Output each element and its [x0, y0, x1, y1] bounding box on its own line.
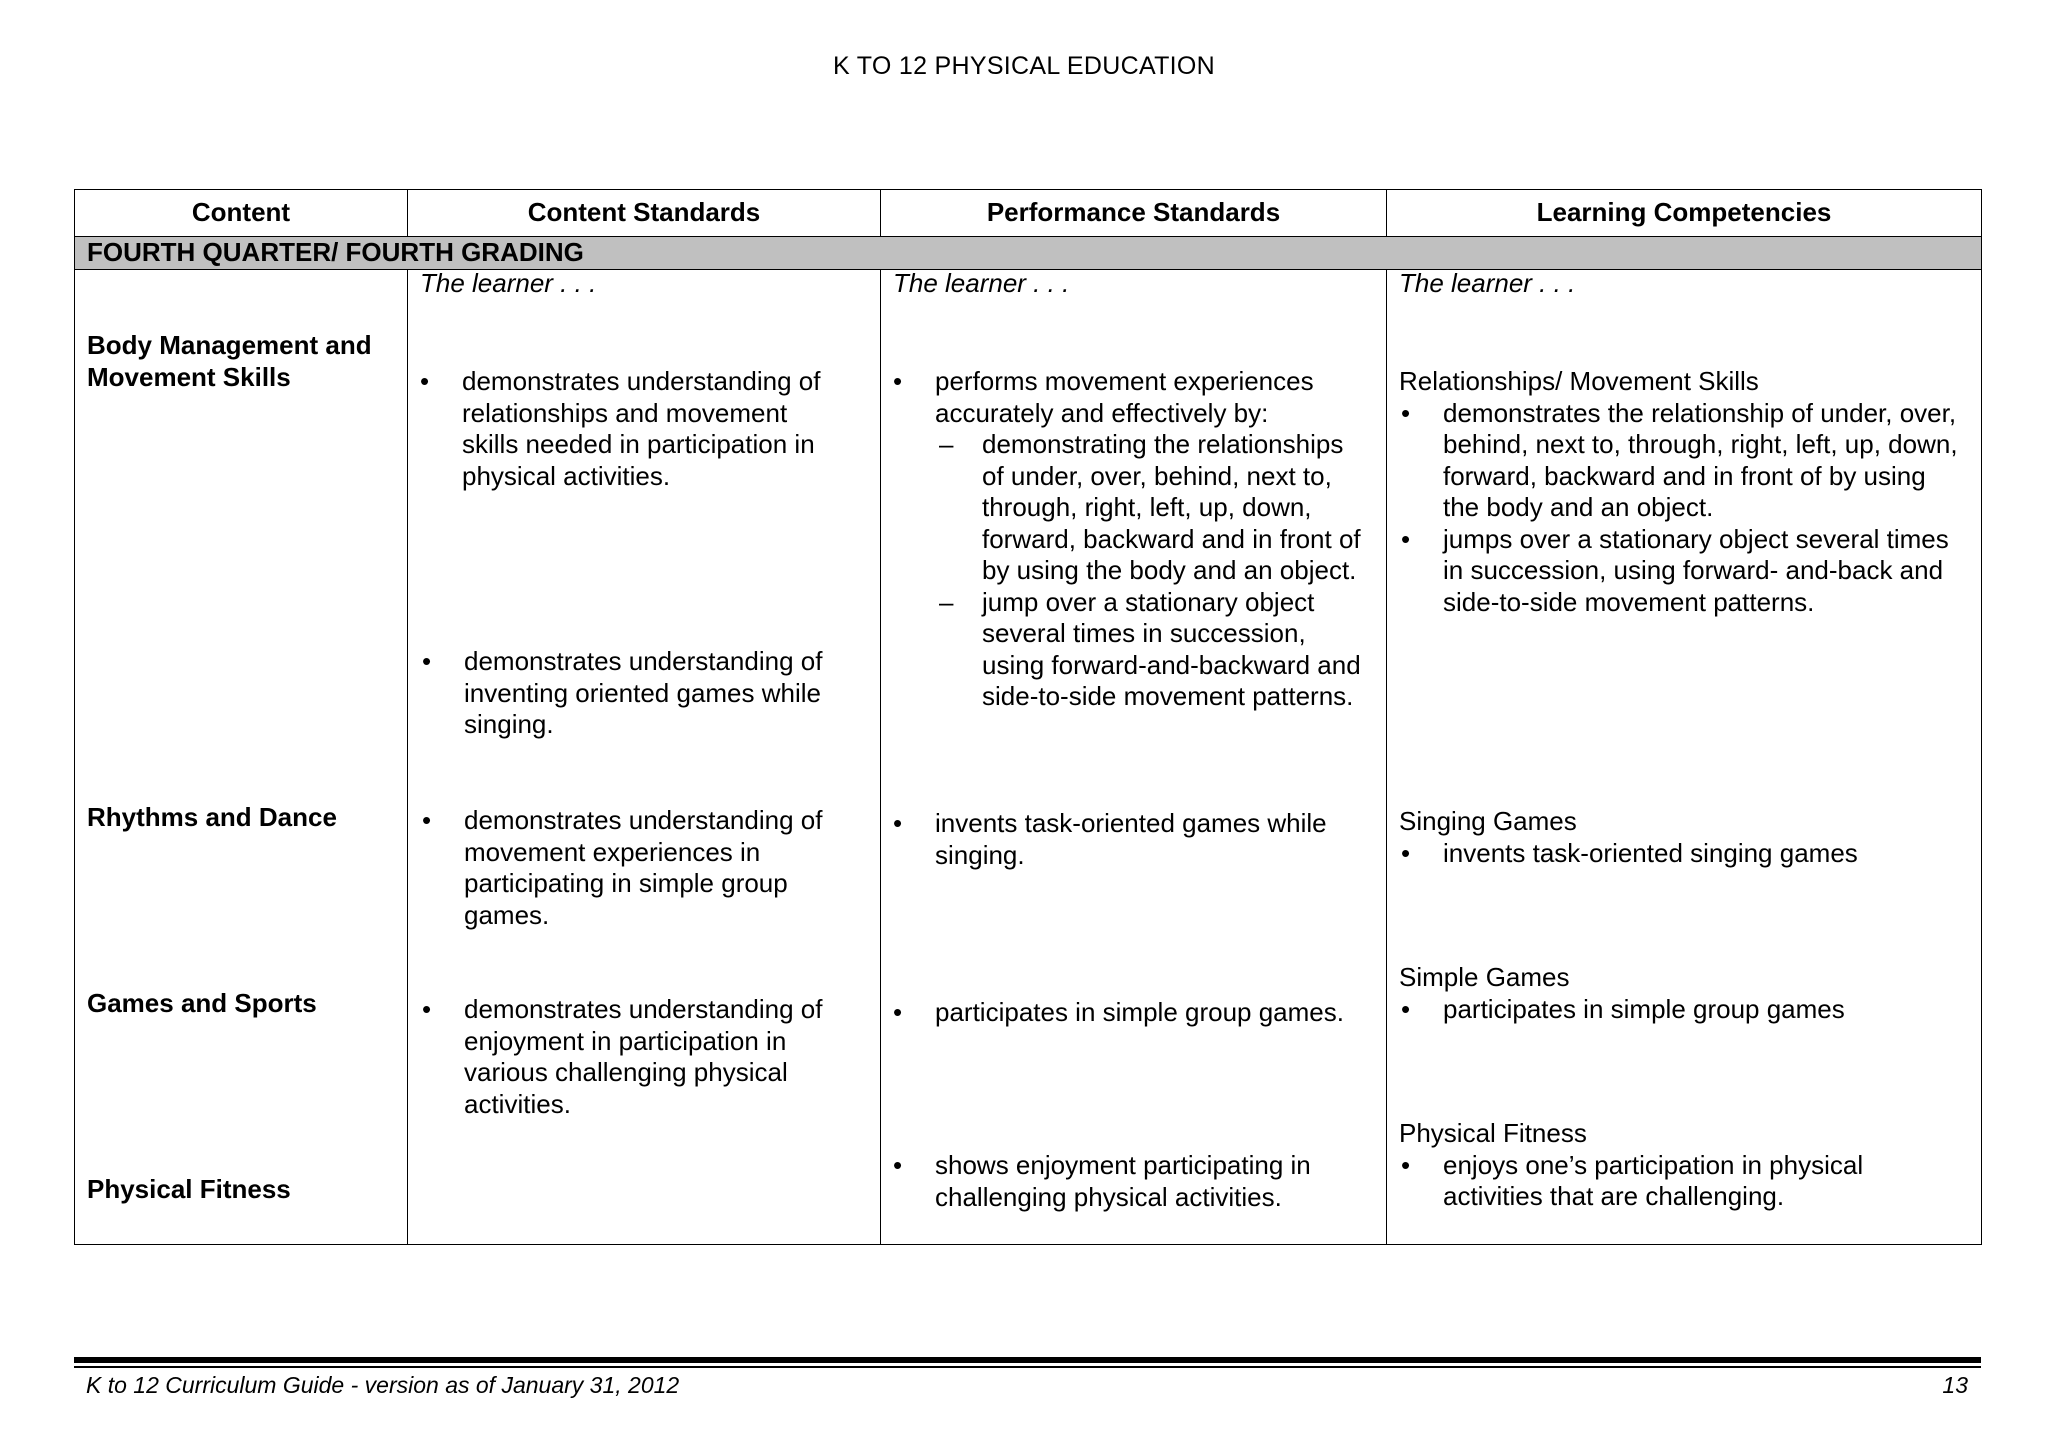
competency-group — [1399, 1118, 1969, 1213]
competency-list — [1399, 838, 1969, 870]
learner-intro: The learner . . . — [893, 268, 1070, 298]
competency-list — [1399, 994, 1969, 1026]
list-item: • enjoys one’s participation in physical activities that are challenging. — [1399, 1150, 1969, 1213]
standard-list — [420, 805, 850, 931]
competency-group — [1399, 962, 1969, 1025]
list-item: • demonstrates the relationship of under, over, behind, next to, through, right, left, up, down, forward, backward and in front of by using the body and an object. — [1399, 398, 1969, 524]
page-number: 13 — [1942, 1372, 1968, 1398]
content-topic: Body Management and Movement Skills — [87, 330, 372, 392]
learner-intro: The learner . . . — [1399, 268, 1576, 298]
page-title: K TO 12 PHYSICAL EDUCATION — [833, 52, 1215, 80]
list-item: • jumps over a stationary object several times in succession, using forward- and-back and side-to-side movement patterns. — [1399, 524, 1969, 619]
content-cell — [75, 270, 408, 1245]
list-item: • invents task-oriented games while singing. — [891, 808, 1351, 871]
column-header-learning-competencies: Learning Competencies — [1387, 190, 1982, 237]
performance-list — [891, 1150, 1351, 1213]
competency-heading: Physical Fitness — [1399, 1118, 1587, 1148]
content-standards-cell — [408, 270, 881, 1245]
standard-list — [420, 646, 850, 741]
list-item: • participates in simple group games — [1399, 994, 1969, 1026]
column-header-performance-standards: Performance Standards — [881, 190, 1387, 237]
list-item: • demonstrates understanding of inventing oriented games while singing. — [420, 646, 850, 741]
list-item: • shows enjoyment participating in challenging physical activities. — [891, 1150, 1351, 1213]
content-topic: Rhythms and Dance — [87, 802, 337, 832]
competency-group — [1399, 806, 1969, 869]
learning-competencies-cell — [1387, 270, 1982, 1245]
performance-sublist — [935, 429, 1371, 713]
standard-list — [420, 994, 850, 1120]
quarter-label: FOURTH QUARTER/ FOURTH GRADING — [75, 237, 1982, 270]
footer-rule-thick — [74, 1357, 1981, 1363]
table-row — [75, 270, 1982, 1245]
list-item: • demonstrates understanding of movement experiences in participating in simple group games. — [420, 805, 850, 931]
sub-list-item: – demonstrating the relationships of under, over, behind, next to, through, right, left, up, down, forward, backward and in front of by using the body and an object. — [935, 429, 1371, 587]
curriculum-table — [74, 189, 1982, 1245]
column-header-content: Content — [75, 190, 408, 237]
standard-list — [418, 366, 848, 492]
performance-list — [891, 808, 1351, 871]
list-item: • participates in simple group games. — [891, 997, 1371, 1029]
list-item: • demonstrates understanding of relationships and movement skills needed in participation in physical activities. — [418, 366, 848, 492]
performance-block — [891, 366, 1371, 713]
content-topic: Games and Sports — [87, 988, 317, 1018]
footer-rule-thin — [74, 1366, 1981, 1368]
competency-group — [1399, 366, 1969, 618]
list-item — [891, 366, 1371, 713]
footer-text: K to 12 Curriculum Guide - version as of January 31, 2012 — [86, 1372, 680, 1398]
competency-heading: Singing Games — [1399, 806, 1577, 836]
list-item: • demonstrates understanding of enjoyment in participation in various challenging physical activities. — [420, 994, 850, 1120]
competency-list — [1399, 1150, 1969, 1213]
list-item: • invents task-oriented singing games — [1399, 838, 1969, 870]
performance-list — [891, 366, 1371, 713]
quarter-row — [75, 237, 1982, 270]
performance-standards-cell — [881, 270, 1387, 1245]
sub-list-item: – jump over a stationary object several times in succession, using forward-and-backward and side-to-side movement patterns. — [935, 587, 1371, 713]
competency-heading: Simple Games — [1399, 962, 1570, 992]
column-header-content-standards: Content Standards — [408, 190, 881, 237]
competency-heading: Relationships/ Movement Skills — [1399, 366, 1759, 396]
performance-list — [891, 997, 1371, 1029]
learner-intro: The learner . . . — [420, 268, 597, 298]
content-topic: Physical Fitness — [87, 1174, 291, 1204]
competency-list — [1399, 398, 1969, 619]
header-row — [75, 190, 1982, 237]
performance-intro: performs movement experiences accurately and effectively by: — [935, 366, 1314, 428]
